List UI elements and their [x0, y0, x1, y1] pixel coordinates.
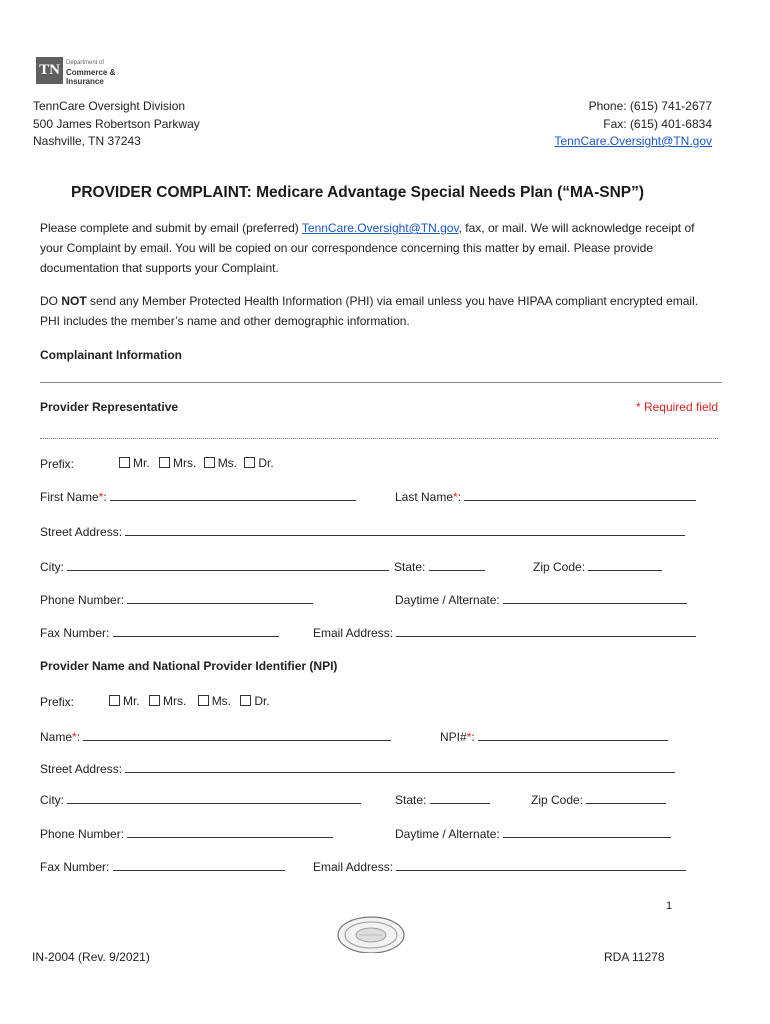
state-field[interactable] [430, 792, 490, 804]
org-line: Nashville, TN 37243 [33, 134, 141, 148]
npi-field[interactable] [478, 729, 668, 741]
intro-text: , fax, or mail. We will acknowledge receipt of your Complaint by email. You will be copied on our correspondence concerning this matter by email. Please provide documentation that supports your Complaint. [40, 221, 695, 275]
section-provider-rep: Provider Representative [40, 400, 179, 414]
fax-row [40, 625, 279, 640]
daytime-field[interactable] [503, 826, 671, 838]
checkbox-ms[interactable] [198, 695, 209, 706]
checkbox-mr[interactable] [119, 457, 130, 468]
org-address [33, 98, 200, 151]
checkbox-mrs[interactable] [149, 695, 160, 706]
daytime-row [395, 592, 687, 607]
name-label: Name [40, 730, 73, 744]
provider-name-row [40, 729, 391, 744]
checkbox-mrs[interactable] [159, 457, 170, 468]
phone-row [40, 592, 313, 607]
checkbox-dr[interactable] [244, 457, 255, 468]
city-row [40, 792, 361, 807]
street-field[interactable] [125, 761, 675, 773]
checkbox-dr[interactable] [240, 695, 251, 706]
city-label: City: [40, 793, 64, 807]
state-field[interactable] [429, 559, 485, 571]
zip-field[interactable] [586, 792, 666, 804]
first-name-label: First Name [40, 490, 99, 504]
street-row [40, 761, 675, 776]
prefix-options-provider [109, 694, 270, 708]
street-row [40, 524, 685, 539]
colon: : [103, 490, 107, 504]
phone-text: Phone: (615) 741-2677 [588, 99, 712, 113]
city-row [40, 559, 389, 574]
dr-label: Dr. [254, 694, 270, 708]
intro-email-link[interactable]: TennCare.Oversight@TN.gov [301, 221, 459, 235]
dotted-divider [40, 438, 718, 439]
street-label: Street Address: [40, 525, 123, 539]
required-star: * [453, 490, 458, 504]
org-line: TennCare Oversight Division [33, 99, 186, 113]
first-name-field[interactable] [110, 489, 356, 501]
email-label: Email Address: [313, 626, 394, 640]
daytime-label: Daytime / Alternate: [395, 827, 500, 841]
last-name-row [395, 489, 696, 504]
daytime-row [395, 826, 671, 841]
email-link[interactable]: TennCare.Oversight@TN.gov [554, 134, 712, 148]
street-label: Street Address: [40, 762, 123, 776]
phone-label: Phone Number: [40, 827, 125, 841]
mr-label: Mr. [133, 456, 150, 470]
tn-logo-mark: TN [36, 57, 63, 84]
state-label: State: [395, 793, 427, 807]
fax-row [40, 859, 285, 874]
daytime-label: Daytime / Alternate: [395, 593, 500, 607]
department-logo [36, 57, 126, 89]
required-star: * [72, 730, 77, 744]
city-field[interactable] [67, 792, 361, 804]
colon: : [76, 730, 81, 744]
fax-field[interactable] [113, 859, 285, 871]
state-label: State: [394, 560, 426, 574]
phone-label: Phone Number: [40, 593, 125, 607]
zip-label: Zip Code: [533, 560, 586, 574]
logo-dept: Department of [66, 60, 105, 66]
phone-row [40, 826, 333, 841]
fax-field[interactable] [113, 625, 279, 637]
city-label: City: [40, 560, 64, 574]
state-row [395, 792, 490, 807]
mr-label: Mr. [123, 694, 140, 708]
phi-text: DO [40, 294, 62, 308]
zip-field[interactable] [588, 559, 662, 571]
required-note: * Required field [635, 400, 718, 414]
email-label: Email Address: [313, 860, 394, 874]
state-seal-image [337, 913, 405, 953]
phi-not: NOT [61, 294, 87, 308]
dr-label: Dr. [258, 456, 274, 470]
rda-number: RDA 11278 [604, 950, 665, 964]
prefix-label: Prefix: [40, 695, 75, 709]
required-star: * [98, 490, 104, 504]
page-number: 1 [666, 900, 673, 912]
phi-text: send any Member Protected Health Information (PHI) via email unless you have HIPAA compliant encrypted email. PHI includes the member’s name and other demographic information. [40, 294, 699, 328]
street-field[interactable] [125, 524, 685, 536]
seal-icon [337, 913, 405, 953]
email-row [313, 625, 696, 640]
section-provider-npi: Provider Name and National Provider Identifier (NPI) [40, 659, 338, 673]
fax-label: Fax Number: [40, 626, 110, 640]
zip-row [531, 792, 666, 807]
contact-info [554, 98, 712, 151]
mrs-label: Mrs. [163, 694, 187, 708]
provider-name-field[interactable] [83, 729, 391, 741]
first-name-row [40, 489, 356, 504]
section-complainant: Complainant Information [40, 348, 182, 362]
phone-field[interactable] [127, 826, 333, 838]
page-title: PROVIDER COMPLAINT: Medicare Advantage Special Needs Plan (“MA-SNP”) [71, 184, 645, 201]
npi-row [440, 729, 668, 744]
daytime-field[interactable] [503, 592, 687, 604]
form-id: IN-2004 (Rev. 9/2021) [32, 950, 150, 964]
email-row [313, 859, 686, 874]
npi-label: NPI# [440, 730, 467, 744]
logo-line1: Commerce & [66, 68, 116, 77]
colon: : [471, 730, 475, 744]
last-name-field[interactable] [464, 489, 696, 501]
checkbox-mr[interactable] [109, 695, 120, 706]
org-line: 500 James Robertson Parkway [33, 116, 200, 131]
required-star: * [466, 730, 472, 744]
checkbox-ms[interactable] [204, 457, 215, 468]
city-field[interactable] [67, 559, 389, 571]
email-field[interactable] [396, 625, 696, 637]
last-name-label: Last Name [395, 490, 454, 504]
zip-label: Zip Code: [531, 793, 584, 807]
email-field[interactable] [396, 859, 686, 871]
colon: : [457, 490, 462, 504]
fax-text: Fax: (615) 401-6834 [603, 116, 712, 131]
logo-text [66, 59, 115, 86]
divider [40, 382, 722, 383]
ms-label: Ms. [211, 694, 232, 708]
ms-label: Ms. [217, 456, 238, 470]
phi-warning [40, 291, 720, 331]
fax-label: Fax Number: [40, 860, 110, 874]
logo-line2: Insurance [66, 77, 104, 86]
intro-paragraph [40, 218, 720, 278]
prefix-options-rep [119, 456, 274, 470]
zip-row [533, 559, 662, 574]
mrs-label: Mrs. [173, 456, 197, 470]
state-row [394, 559, 485, 574]
intro-text: Please complete and submit by email (preferred) [40, 221, 302, 235]
prefix-label: Prefix: [40, 457, 75, 471]
phone-field[interactable] [127, 592, 313, 604]
